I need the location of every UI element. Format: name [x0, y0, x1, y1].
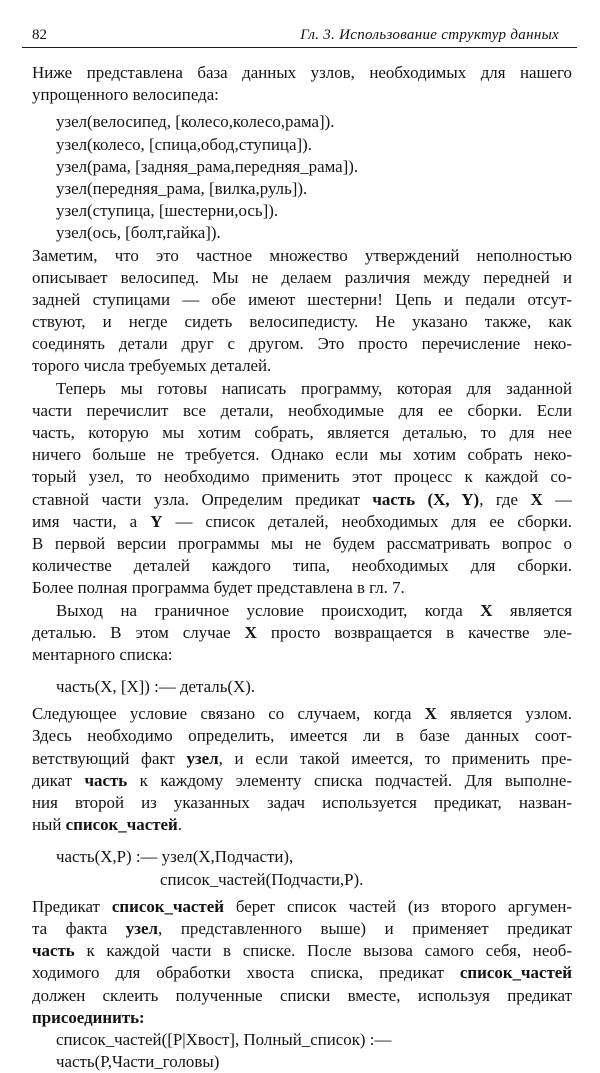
paragraph-program [32, 378, 572, 600]
code-line: список_частей([P|Xвост], Полный_список) :— [56, 1029, 392, 1049]
text-line: торый узел, то необходимо применить этот процесс к каждой со- [32, 467, 572, 487]
code-line: узел(колесо, [спица,обод,ступица]). [56, 134, 312, 154]
text-line: количестве деталей каждого типа, необходимых для сборки. [32, 556, 572, 576]
code-line: узел(передняя_рама, [вилка,руль]). [56, 178, 308, 198]
text-line: Следующее условие связано со случаем, когда X является узлом. [32, 704, 572, 724]
running-head [22, 25, 577, 48]
text-line: ветствующий факт узел, и если такой имеется, то применить пре- [32, 748, 572, 768]
text-line: имя части, а Y — список деталей, необходимых для ее сборки. [32, 511, 572, 531]
paragraph-boundary [32, 600, 572, 667]
text-line: Заметим, что это частное множество утверждений неполностью [32, 245, 572, 265]
code-line: часть(X,P) :— узел(X,Подчасти), [56, 847, 294, 867]
text-line: Теперь мы готовы написать программу, которая для заданной [56, 378, 572, 398]
text-line: дикат часть к каждому элементу списка подчастей. Для выполне- [32, 770, 572, 790]
text-line: торого числа требуемых деталей. [32, 356, 272, 376]
text-line: часть, которую мы хотим собрать, является деталью, то для нее [32, 423, 572, 442]
text-line: Более полная программа будет представлена в гл. 7. [32, 578, 405, 598]
paragraph-note [32, 245, 572, 378]
text-line: ния второй из указанных задач используется предикат, назван- [32, 793, 572, 812]
code-line: узел(велосипед, [колесо,колесо,рама]). [56, 112, 335, 132]
code-line: часть(X, [X]) :— деталь(X). [56, 677, 256, 697]
code-block-bicycle-db [32, 111, 572, 244]
text-line: ный список_частей. [32, 815, 182, 835]
text-line: В первой версии программы мы не будем рассматривать вопрос о [32, 533, 572, 553]
text-line: Выход на граничное условие происходит, когда X является [56, 600, 572, 620]
code-line: узел(ступица, [шестерни,ось]). [56, 201, 279, 221]
text-line: части перечислит все детали, необходимые для ее сборки. Если [32, 400, 572, 420]
paragraph-intro [32, 62, 572, 106]
chapter-title: Гл. 3. Использование структур данных [300, 27, 559, 43]
paragraph-partlist [32, 896, 572, 1029]
text-line: упрощенного велосипеда: [32, 85, 219, 105]
text-line: Ниже представлена база данных узлов, необходимых для нашего [32, 63, 572, 82]
text-line: должен склеить полученные списки вместе, используя предикат [32, 985, 572, 1005]
text-line: Предикат список_частей берет список частей (из второго аргумен- [32, 896, 572, 916]
text-line: описывает велосипед. Мы не делаем различия между передней и [32, 267, 572, 287]
text-line: ходимого для обработки хвоста списка, предикат список_частей [32, 963, 572, 983]
text-line: часть к каждой части в списке. После вызова самого себя, необ- [32, 941, 572, 961]
code-block-base-case [32, 676, 572, 698]
text-line: ставной части узла. Определим предикат часть (X, Y), где X — [32, 489, 572, 509]
text-line: та факта узел, представленного выше) и применяет предикат [32, 918, 572, 938]
code-line: часть(P,Части_головы) [56, 1052, 220, 1072]
body-text [32, 62, 572, 1073]
code-line: узел(рама, [задняя_рама,передняя_рама]). [56, 156, 359, 176]
text-line: присоединить: [32, 1007, 145, 1027]
code-block-node-rule [32, 846, 572, 890]
text-line: задней ступицами — обе имеют шестерни! Цепь и педали отсут- [32, 289, 572, 309]
text-line: деталью. В этом случае X просто возвращается в качестве эле- [32, 622, 572, 642]
text-line: ничего больше не требуется. Однако если мы хотим собрать неко- [32, 445, 572, 465]
code-line: узел(ось, [болт,гайка]). [56, 223, 221, 243]
text-line: ствуют, и негде сидеть велосипедисту. Не указано также, как [32, 312, 572, 332]
text-line: ментарного списка: [32, 644, 173, 664]
code-line: список_частей(Подчасти,P). [160, 869, 364, 889]
text-line: Здесь необходимо определить, имеется ли в базе данных соот- [32, 726, 572, 746]
text-line: соединять детали друг с другом. Это просто перечисление неко- [32, 334, 572, 354]
page-number: 82 [32, 27, 47, 43]
code-block-partlist [32, 1029, 572, 1073]
paragraph-node-case [32, 703, 572, 836]
